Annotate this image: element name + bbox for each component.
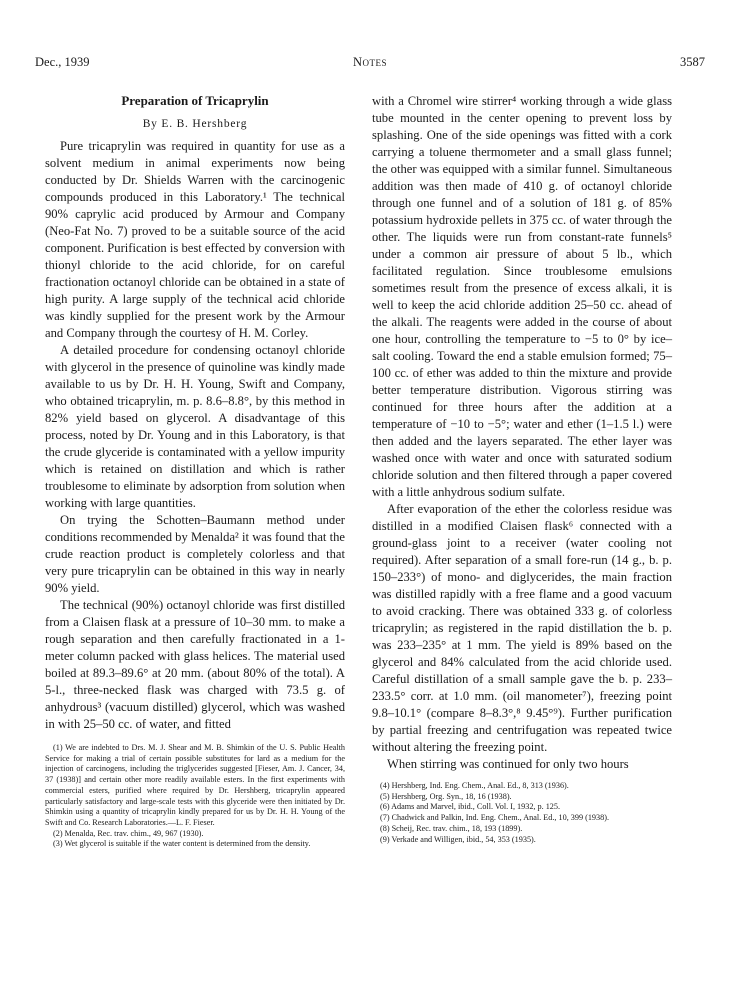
- body-paragraph: After evaporation of the ether the colorless residue was distilled in a modified Claisen flask⁶ connected with a ground-glass joint to a receiver (water cooling not required). After separation of a small fore-run (14 g., b. p. 150–233°) of mono- and diglycerides, the main fraction was distilled rapidly with a free flame and a good vacuum to avoid cracking. There was obtained 333 g. of colorless tricaprylin; as registered in the rapid distillation the b. p. was 233–235° at 1 mm. The yield is 89% based on the glycerol and 84% calculated from the acid chloride used. Careful distillation of a small sample gave the b. p. 233–233.5° corr. at 1.0 mm. (oil manometer⁷), freezing point 9.8–10.1° (compare 8–8.3°,⁸ 9.45°⁹). Further purification by partial freezing and centrifugation was repeated twice without altering the freezing point.: [372, 502, 672, 754]
- article-byline: By E. B. Hershberg: [142, 118, 248, 130]
- reference: (7) Chadwick and Palkin, Ind. Eng. Chem., Anal. Ed., 10, 399 (1938).: [380, 813, 609, 823]
- reference: (8) Scheij, Rec. trav. chim., 18, 193 (1899).: [380, 823, 523, 833]
- body-paragraph: Pure tricaprylin was required in quantity for use as a solvent medium in animal experiments now being conducted by Dr. Shields Warren with the carcinogenic compounds produced in this Laboratory.¹ The technical 90% caprylic acid produced by Armour and Company (Neo-Fat No. 7) proved to be a suitable source of the acid component. Purification is best effected by conversion with thionyl chloride to the acid chloride, for on careful fractionation octanoyl chloride can be obtained in a state of high purity. A large supply of the technical acid chloride was kindly supplied for the present work by the Armour and Company through the courtesy of H. M. Corley.: [45, 139, 345, 340]
- body-paragraph: with a Chromel wire stirrer⁴ working through a wide glass tube mounted in the center opening to prevent loss by splashing. One of the side openings was fitted with a cork carrying a toluene thermometer and a small glass funnel; the other was equipped with a similar funnel. Simultaneous addition was then made of 410 g. of octanoyl chloride through one funnel and of a solution of 181 g. of 85% potassium hydroxide pellets in 375 cc. of water through the other. The liquids were run from constant-rate funnels⁵ under a common air pressure of about 5 lb., which facilitated regulation. Since troublesome emulsions sometimes result from the presence of excess alkali, it is well to keep the acid chloride addition 25–50 cc. ahead of the alkali. The reagents were added in the course of about one hour, controlling the temperature to −5 to 0° by ice–salt cooling. Toward the end a stable emulsion formed; 75–100 cc. of ether was added to thin the mixture and provide better temperature distribution. Vigorous stirring was continued for three hours after the addition at a temperature of −10 to −5°; water and ether (1–1.5 l.) were then added and the layers separated. The ether layer was washed once with water and once with saturated sodium chloride solution and then filtered through a paper covered with a little anhydrous sodium sulfate.: [372, 94, 672, 499]
- reference: (9) Verkade and Willigen, ibid., 54, 353 (1935).: [380, 834, 536, 844]
- body-paragraph: When stirring was continued for only two hours: [387, 757, 629, 771]
- reference: (6) Adams and Marvel, ibid., Coll. Vol. I, 1932, p. 125.: [380, 802, 561, 812]
- section-title: Notes: [352, 55, 388, 69]
- article-title: Preparation of Tricaprylin: [121, 93, 269, 108]
- page-header: [35, 55, 705, 75]
- footnote: (2) Menalda, Rec. trav. chim., 49, 967 (1930).: [53, 828, 204, 838]
- body-paragraph: A detailed procedure for condensing octanoyl chloride with glycerol in the presence of quinoline was kindly made available to us by Dr. H. H. Young, Swift and Company, who obtained tricaprylin, m. p. 8.6–8.8°, by this method in 82% yield based on glycerol. A disadvantage of this process, noted by Dr. Young and in this Laboratory, is that the crude glyceride is contaminated with a yellow impurity which is retained on distillation and which is rather troublesome to eliminate by adsorption from solution when working with large quantities.: [45, 343, 345, 510]
- page-number: 3587: [680, 55, 705, 69]
- footnotes: [45, 743, 345, 850]
- left-column: [45, 93, 345, 850]
- reference: (5) Hershberg, Org. Syn., 18, 16 (1938).: [380, 791, 512, 801]
- right-column: [372, 93, 672, 845]
- footnote: (3) Wet glycerol is suitable if the water content is determined from the density.: [53, 839, 311, 849]
- footnote: (1) We are indebted to Drs. M. J. Shear and M. B. Shimkin of the U. S. Public Health Service for making a trial of certain possible substitutes for lard as a medium for the injection of carcinogens, including the triglycerides suggested [Fieser, Am. J. Cancer, 34, 37 (1938)] and certain other more readily available esters. In the first experiments with commercial esters, purified where required by Dr. Hershberg, tricaprylin appeared particularly satisfactory and large-scale tests with this glyceride were then initiated by Dr. Shimkin using a quantity of tricaprylin kindly prepared for us by Dr. H. H. Young of the Swift and Co. Research Laboratories.—L. F. Fieser.: [45, 743, 345, 827]
- body-paragraph: The technical (90%) octanoyl chloride was first distilled from a Claisen flask at a pressure of 10–30 mm. to make a rough separation and then carefully fractionated in a 1-meter column packed with glass helices. The material used boiled at 89.3–89.6° at 20 mm. (about 80% of the total). A 5-l., three-necked flask was charged with 73.5 g. of anhydrous³ (vacuum distilled) glycerol, which was washed in with 25–50 cc. of water, and fitted: [45, 598, 345, 731]
- body-paragraph: On trying the Schotten–Baumann method under conditions recommended by Menalda² it was found that the crude reaction product is completely colorless and that very pure tricaprylin can be obtained in this way in nearly 90% yield.: [45, 513, 345, 595]
- reference: (4) Hershberg, Ind. Eng. Chem., Anal. Ed., 8, 313 (1936).: [380, 781, 569, 790]
- references: [372, 781, 672, 845]
- issue-date: Dec., 1939: [35, 55, 90, 69]
